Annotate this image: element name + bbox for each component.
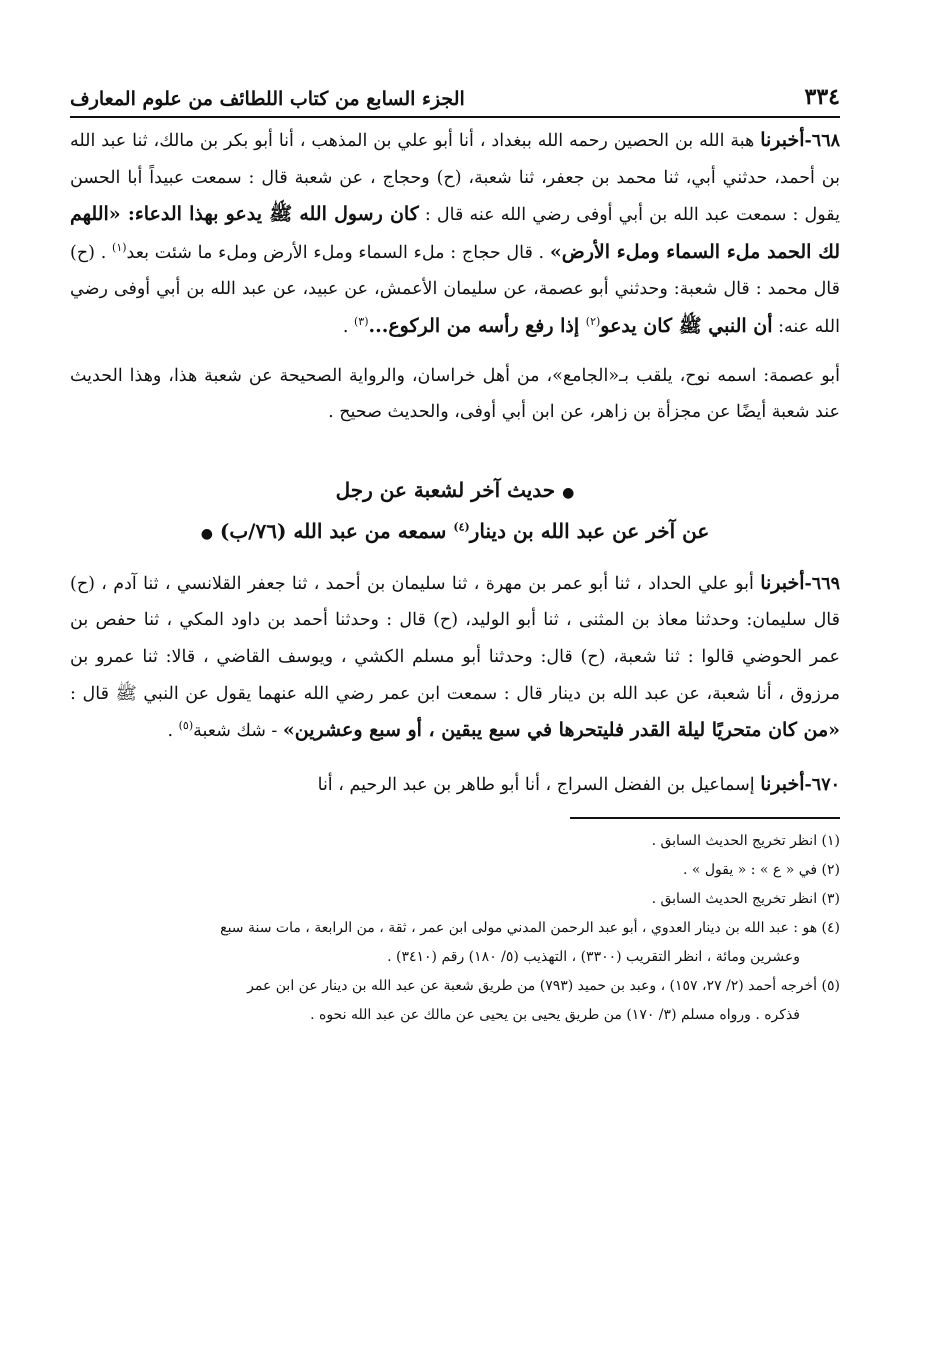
footnote-ref: (٣) [353, 315, 369, 329]
footnote-4: (٤) هو : عبد الله بن دينار العدوي ، أبو عبد الرحمن المدني مولى ابن عمر ، ثقة ، من الرابعة ، مات سنة سبع [220, 920, 840, 937]
hadith-lead: أخبرنا [760, 571, 805, 594]
bullet-icon: ● [200, 525, 213, 542]
hadith-668 [70, 122, 840, 346]
hadith-670 [70, 766, 840, 804]
commentary-paragraph: أبو عصمة: اسمه نوح، يلقب بـ«الجامع»، من أهل خراسان، والرواية الصحيحة عن شعبة هذا، وهذا الحديث عند شعبة أيضًا عن مجزأة بن زاهر، عن ابن أبي أوفى، والحديث صحيح . [70, 365, 840, 423]
hadith-matn: «من كان متحريًا ليلة القدر فليتحرها في سبع يبقين ، أو سبع وعشرين» [282, 719, 840, 742]
hadith-text: . (ح) قال محمد : قال شعبة: وحدثني أبو عصمة، عن سليمان الأعمش، عن عبيد، عن عبد الله بن أبي أوفى رضي الله عنه: [70, 242, 840, 337]
footnote-4-continued: وعشرين ومائة ، انظر التقريب (٣٣٠٠) ، التهذيب (٥/ ١٨٠) رقم (٣٤١٠) . [387, 949, 800, 966]
footnote-3: (٣) انظر تخريج الحديث السابق . [651, 891, 840, 908]
hadith-matn: إذا رفع رأسه من الركوع... [368, 314, 586, 337]
running-title: الجزء السابع من كتاب اللطائف من علوم المعارف [70, 88, 465, 110]
hadith-text: - شك شعبة [193, 721, 283, 742]
section-heading-line1: حديث آخر لشعبة عن رجل [335, 477, 556, 502]
footnote-5-continued: فذكره . ورواه مسلم (٣/ ١٧٠) من طريق يحيى بن يحيى عن مالك عن عبد الله نحوه . [310, 1007, 800, 1024]
footnote-2: (٢) في « ع » : « يقول » . [682, 862, 840, 879]
hadith-matn: أن النبي ﷺ كان يدعو [600, 314, 773, 337]
hadith-matn: كان رسول الله ﷺ يدعو بهذا الدعاء: «اللهم لك الحمد ملء السماء وملء الأرض» [70, 203, 841, 263]
hadith-text: . [342, 316, 354, 337]
section-heading-line2a: عن آخر عن عبد الله بن دينار [469, 518, 710, 543]
footnote-ref: (٢) [585, 315, 601, 329]
hadith-669 [70, 565, 840, 750]
hadith-text: إسماعيل بن الفضل السراج ، أنا أبو طاهر بن عبد الرحيم ، أنا [317, 774, 761, 795]
hadith-number: ٦٧٠- [804, 774, 840, 795]
footnote-ref: (٥) [178, 719, 194, 733]
section-heading [70, 471, 840, 512]
hadith-text: . [167, 721, 179, 742]
footnote-1: (١) انظر تخريج الحديث السابق . [651, 833, 840, 850]
footnote-separator [570, 817, 840, 819]
hadith-lead: أخبرنا [760, 129, 805, 151]
bullet-icon: ● [562, 484, 575, 501]
footnote-ref: (١) [112, 240, 127, 254]
hadith-lead: أخبرنا [760, 772, 805, 795]
footnote-ref: (٤) [453, 520, 470, 534]
section-heading-line2b: سمعه من عبد الله (٧٦/ب) [219, 518, 454, 543]
section-heading-2 [70, 512, 840, 553]
hadith-text: أبو علي الحداد ، ثنا أبو عمر بن مهرة ، ثنا سليمان بن أحمد ، ثنا جعفر القلانسي ، ثنا آدم ، (ح) قال سليمان: وحدثنا معاذ بن المثنى ، ثنا أبو الوليد، (ح) قال : وحدثنا أحمد بن داود المكي ، ثنا حفص بن عمر الحوضي قالوا : ثنا شعبة، (ح) قال: وحدثنا أبو مسلم الكشي ، ويوسف القاضي ، قالا: ثنا عمرو بن مرزوق ، أنا شعبة، عن عبد الله بن دينار قال : سمعت ابن عمر رضي الله عنهما يقول عن النبي ﷺ قال : [70, 573, 840, 704]
hadith-number: ٦٦٨- [804, 131, 840, 151]
hadith-number: ٦٦٩- [804, 573, 840, 594]
book-page [70, 78, 840, 1030]
page-number: ٣٣٤ [804, 84, 840, 110]
footnotes [70, 827, 840, 1030]
hadith-text: . قال حجاج : ملء السماء وملء الأرض وملء ما شئت بعد [126, 242, 550, 263]
footnote-5: (٥) أخرجه أحمد (٢/ ٢٧، ١٥٧) ، وعبد بن حميد (٧٩٣) من طريق شعبة عن عبد الله بن دينار عن ابن عمر [247, 978, 840, 995]
page-header [70, 78, 840, 118]
hadith-text: هبة الله بن الحصين رحمه الله ببغداد ، أنا أبو علي بن المذهب ، أنا أبو بكر بن مالك، ثنا عبد الله بن أحمد، حدثني أبي، ثنا محمد بن جعفر، ثنا شعبة، (ح) وحجاج ، عن شعبة قال : سمعت عبيداً أبا الحسن يقول : سمعت عبد الله بن أبي أوفى رضي الله عنه قال : [70, 131, 840, 226]
